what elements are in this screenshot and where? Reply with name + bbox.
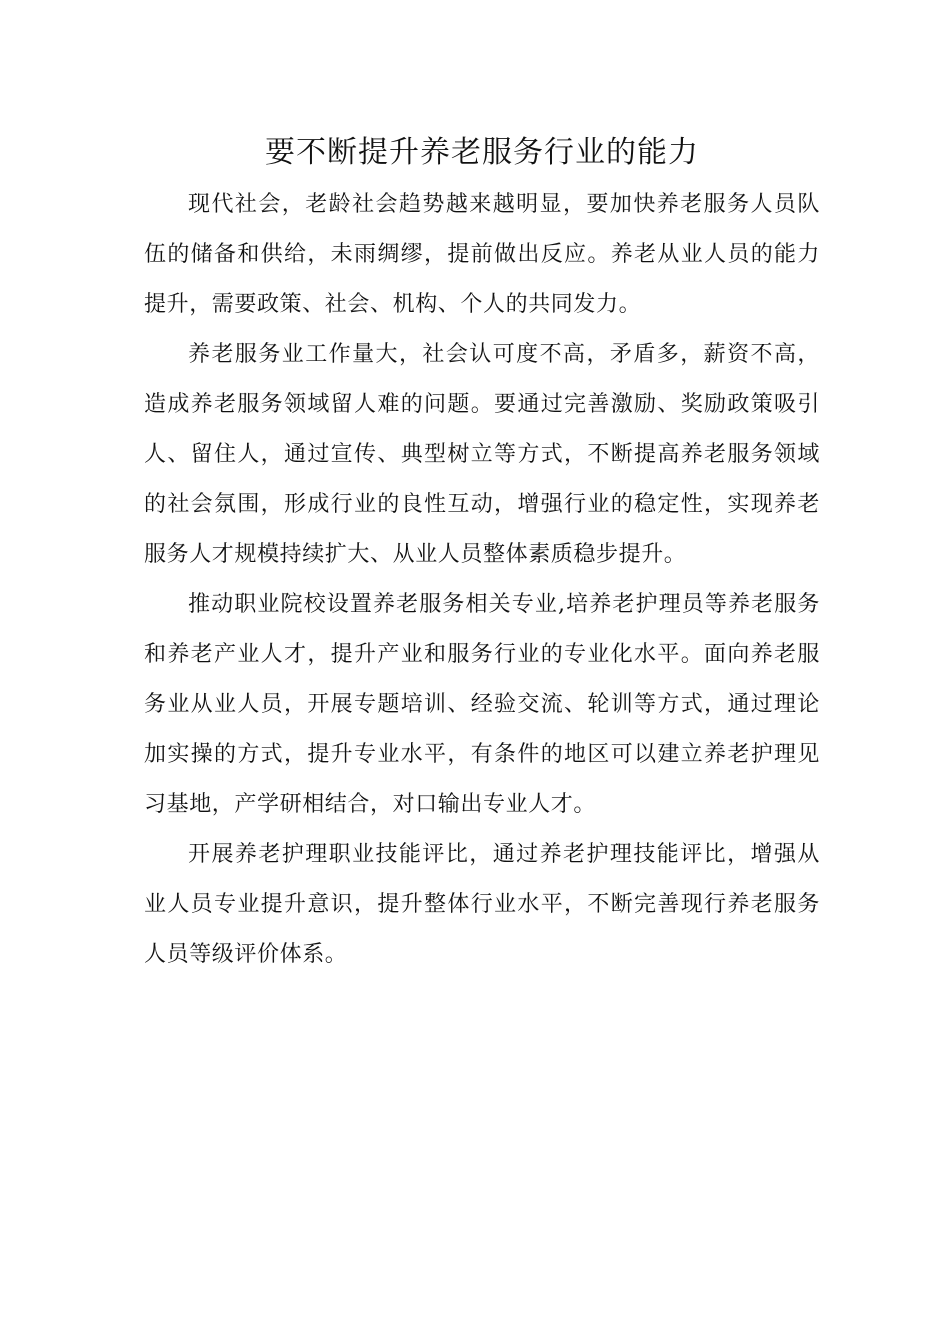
paragraph-1: 现代社会，老龄社会趋势越来越明显，要加快养老服务人员队伍的储备和供给，未雨绸缪，提前做出反应。养老从业人员的能力提升，需要政策、社会、机构、个人的共同发力。 <box>144 192 820 317</box>
paragraph-2: 养老服务业工作量大，社会认可度不高，矛盾多，薪资不高，造成养老服务领域留人难的问题。要通过完善激励、奖励政策吸引人、留住人，通过宣传、典型树立等方式，不断提高养老服务领域的社会氛围，形成行业的良性互动，增强行业的稳定性，实现养老服务人才规模持续扩大、从业人员整体素质稳步提升。 <box>144 342 820 567</box>
paragraph-3: 推动职业院校设置养老服务相关专业,培养老护理员等养老服务和养老产业人才，提升产业和服务行业的专业化水平。面向养老服务业从业人员，开展专题培训、经验交流、轮训等方式，通过理论加实操的方式，提升专业水平，有条件的地区可以建立养老护理见习基地，产学研相结合，对口输出专业人才。 <box>144 592 820 817</box>
document-body <box>144 126 820 980</box>
document-title: 要不断提升养老服务行业的能力 <box>265 135 699 170</box>
paragraph-4: 开展养老护理职业技能评比，通过养老护理技能评比，增强从业人员专业提升意识，提升整体行业水平，不断完善现行养老服务人员等级评价体系。 <box>144 842 820 967</box>
